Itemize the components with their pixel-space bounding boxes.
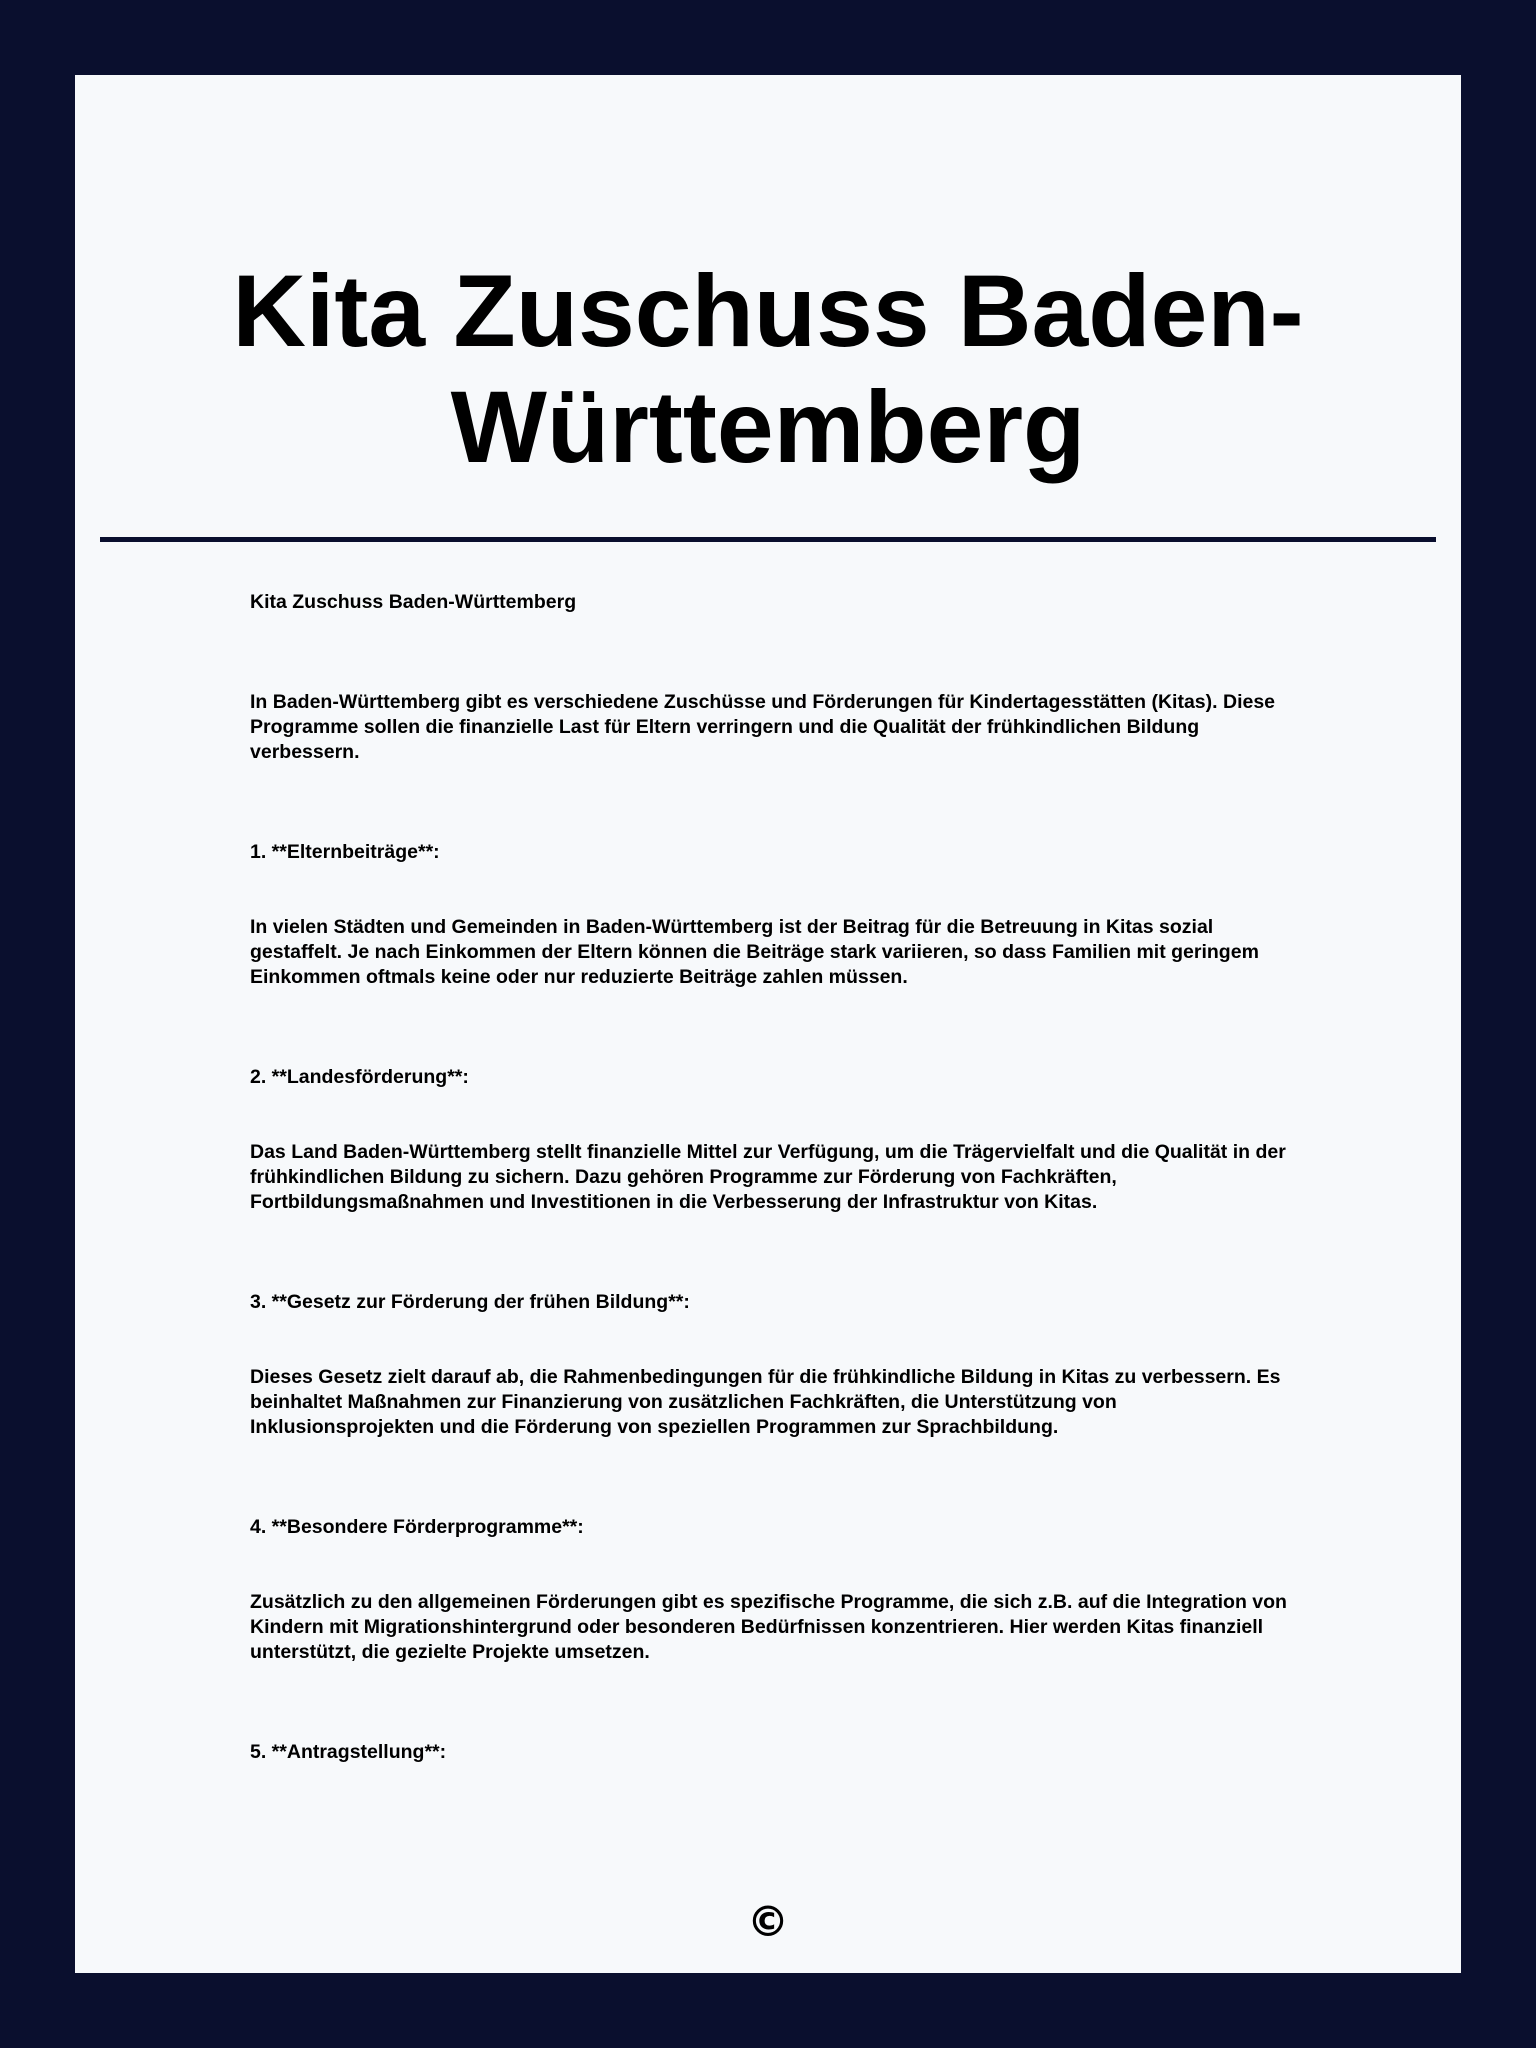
section-paragraph-3: Dieses Gesetz zielt darauf ab, die Rahmenbedingungen für die frühkindliche Bildung in Kitas zu verbessern. Es beinhaltet Maßnahmen zur Finanzierung von zusätzlichen Fachkräften, die Unterstützung von Inklusionsprojekten und die Förderung von speziellen Programmen zur Sprachbildung.: [250, 1366, 1281, 1438]
section-heading-1: 1. **Elternbeiträge**:: [250, 841, 440, 863]
intro-heading: Kita Zuschuss Baden-Württemberg: [250, 591, 577, 613]
section-paragraph-4: Zusätzlich zu den allgemeinen Förderungen gibt es spezifische Programme, die sich z.B. auf die Integration von Kindern mit Migrationshintergrund oder besonderen Bedürfnissen konzentrieren. Hier werden Kitas finanziell unterstützt, die gezielte Projekte umsetzen.: [250, 1591, 1287, 1663]
page-title: Kita Zuschuss Baden-Württemberg: [232, 254, 1304, 484]
intro-paragraph: In Baden-Württemberg gibt es verschiedene Zuschüsse und Förderungen für Kindertagesstätten (Kitas). Diese Programme sollen die finanzielle Last für Eltern verringern und die Qualität der frühkindlichen Bildung verbessern.: [250, 691, 1276, 763]
section-paragraph-2: Das Land Baden-Württemberg stellt finanzielle Mittel zur Verfügung, um die Trägervielfalt und die Qualität in der frühkindlichen Bildung zu sichern. Dazu gehören Programme zur Förderung von Fachkräften, Fortbildungsmaßnahmen und Investitionen in die Verbesserung der Infrastruktur von Kitas.: [250, 1141, 1286, 1213]
title-divider: [100, 537, 1436, 542]
section-heading-3: 3. **Gesetz zur Förderung der frühen Bildung**:: [250, 1291, 690, 1313]
section-paragraph-1: In vielen Städten und Gemeinden in Baden-Württemberg ist der Beitrag für die Betreuung in Kitas sozial gestaffelt. Je nach Einkommen der Eltern können die Beiträge stark variieren, so dass Familien mit geringem Einkommen oftmals keine oder nur reduzierte Beiträge zahlen müssen.: [250, 916, 1259, 988]
section-heading-2: 2. **Landesförderung**:: [250, 1066, 469, 1088]
section-heading-4: 4. **Besondere Förderprogramme**:: [250, 1516, 584, 1538]
document-page: [75, 75, 1461, 1973]
copyright-icon: ©: [747, 1897, 789, 1946]
section-heading-5: 5. **Antragstellung**:: [250, 1741, 447, 1763]
